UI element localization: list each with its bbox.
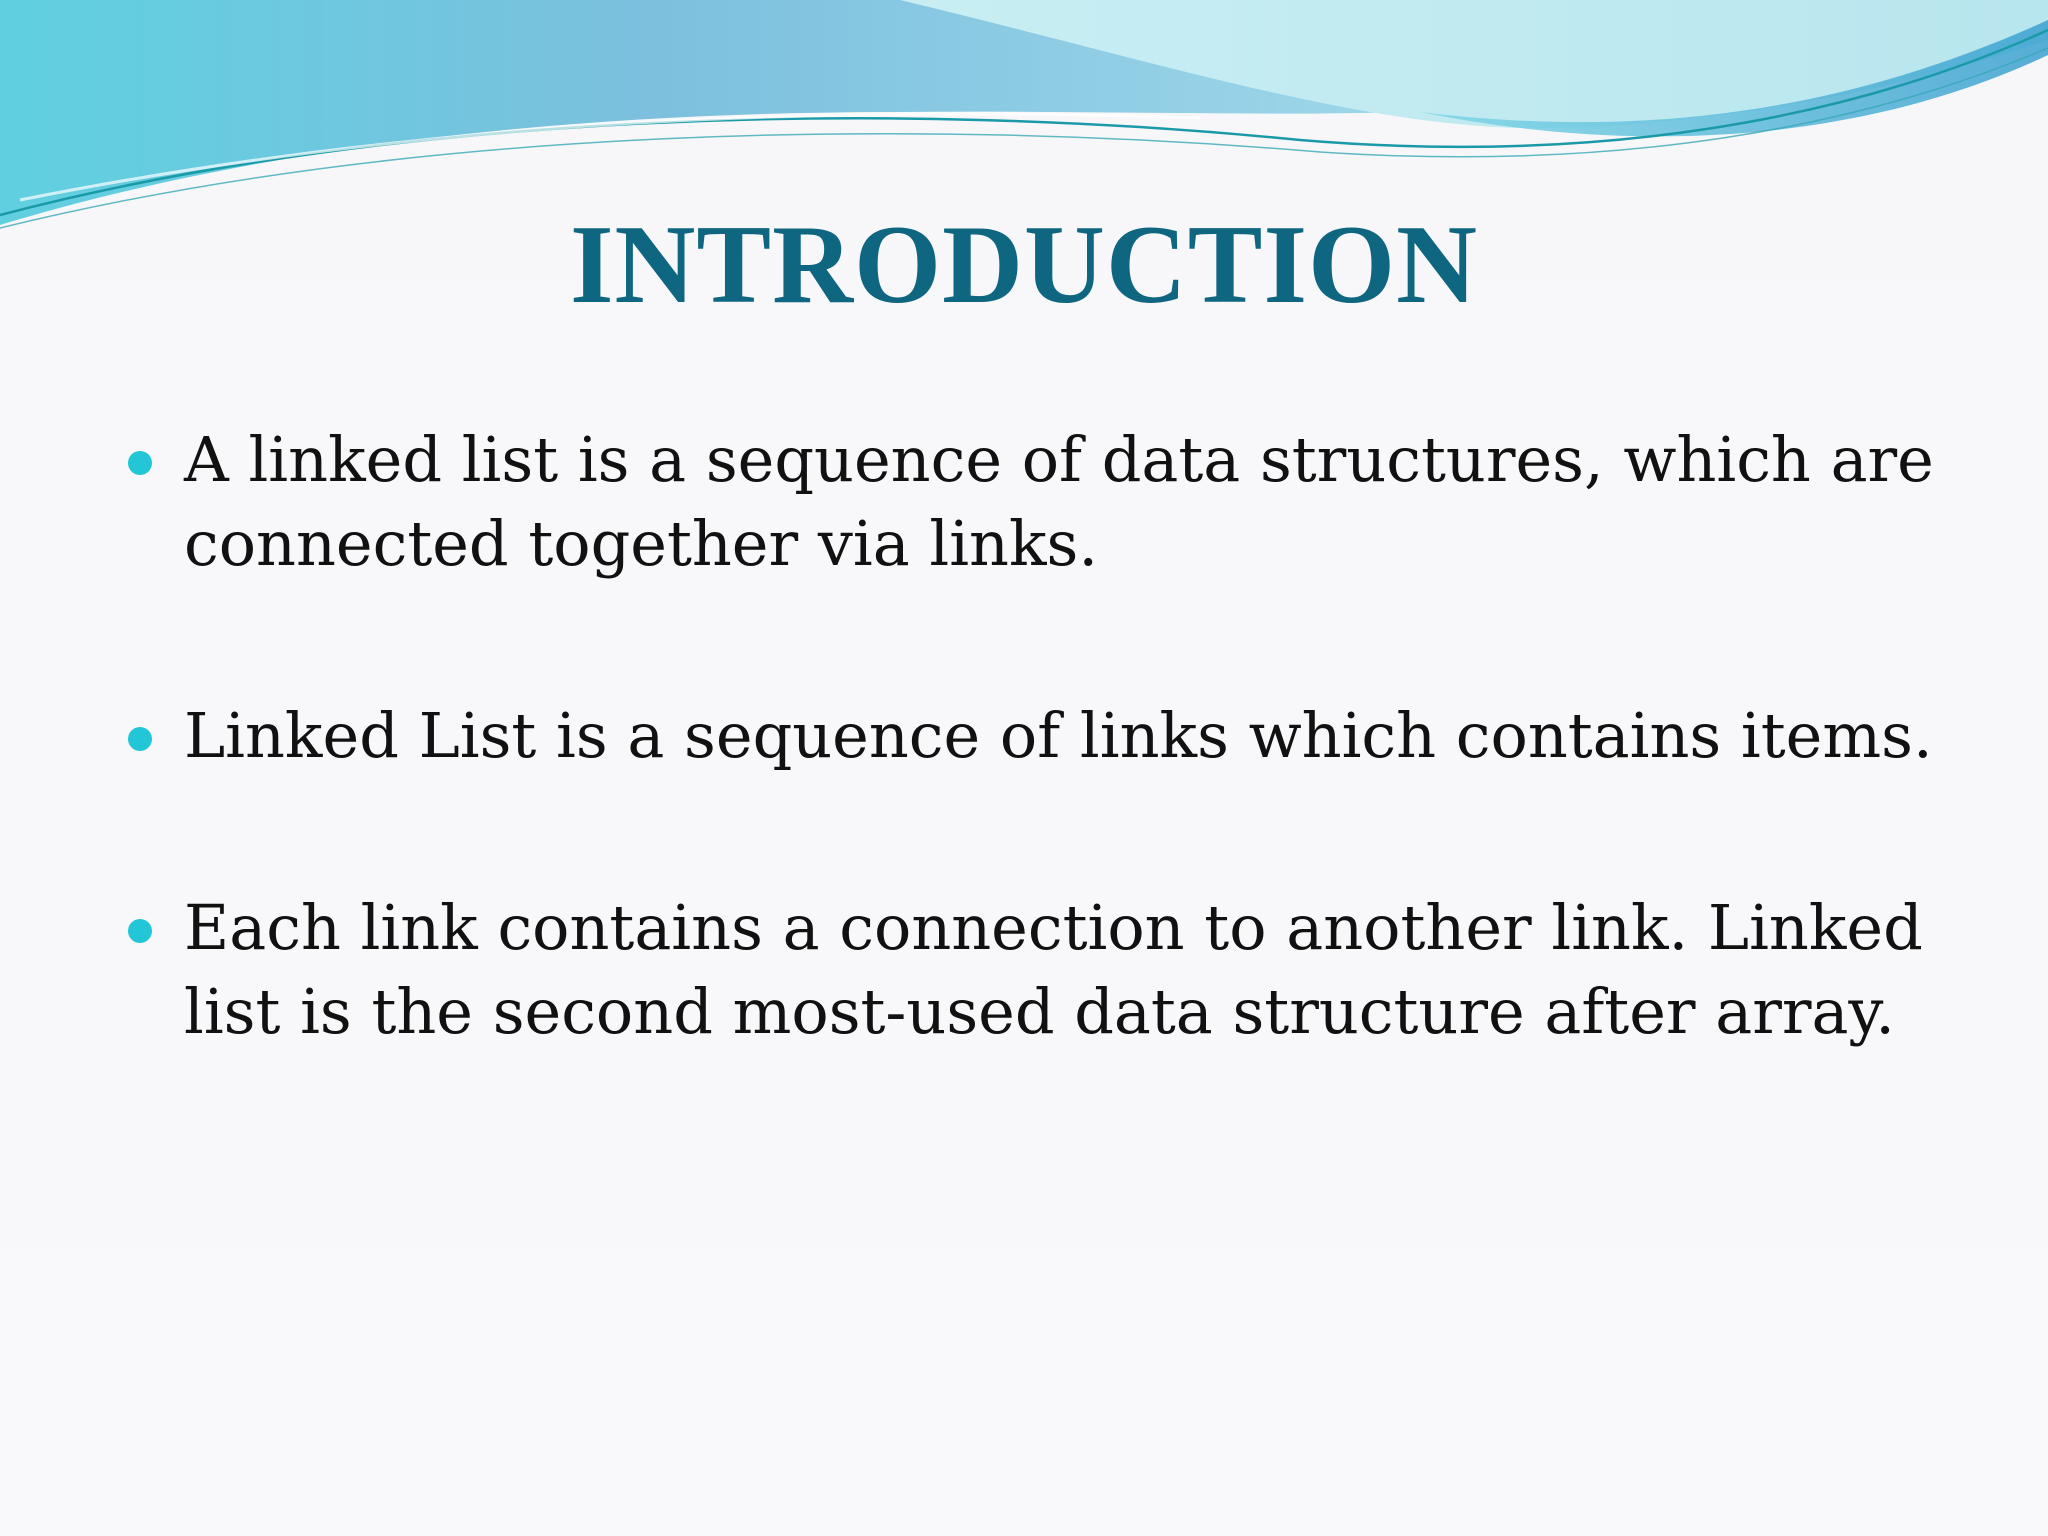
- list-item: [128, 694, 1948, 778]
- bullet-dot-icon: [128, 919, 152, 943]
- bullet-text: A linked list is a sequence of data structures, which are connected together via links.: [184, 423, 1934, 580]
- bullet-text: Each link contains a connection to another link. Linked list is the second most-used data structure after array.: [184, 891, 1923, 1048]
- bullet-list: [128, 418, 1948, 1054]
- bullet-dot-icon: [128, 727, 152, 751]
- page-title: INTRODUCTION: [569, 203, 1479, 327]
- bullet-text: Linked List is a sequence of links which contains items.: [184, 699, 1933, 772]
- list-item: [128, 418, 1948, 586]
- bullet-dot-icon: [128, 451, 152, 475]
- list-item: [128, 886, 1948, 1054]
